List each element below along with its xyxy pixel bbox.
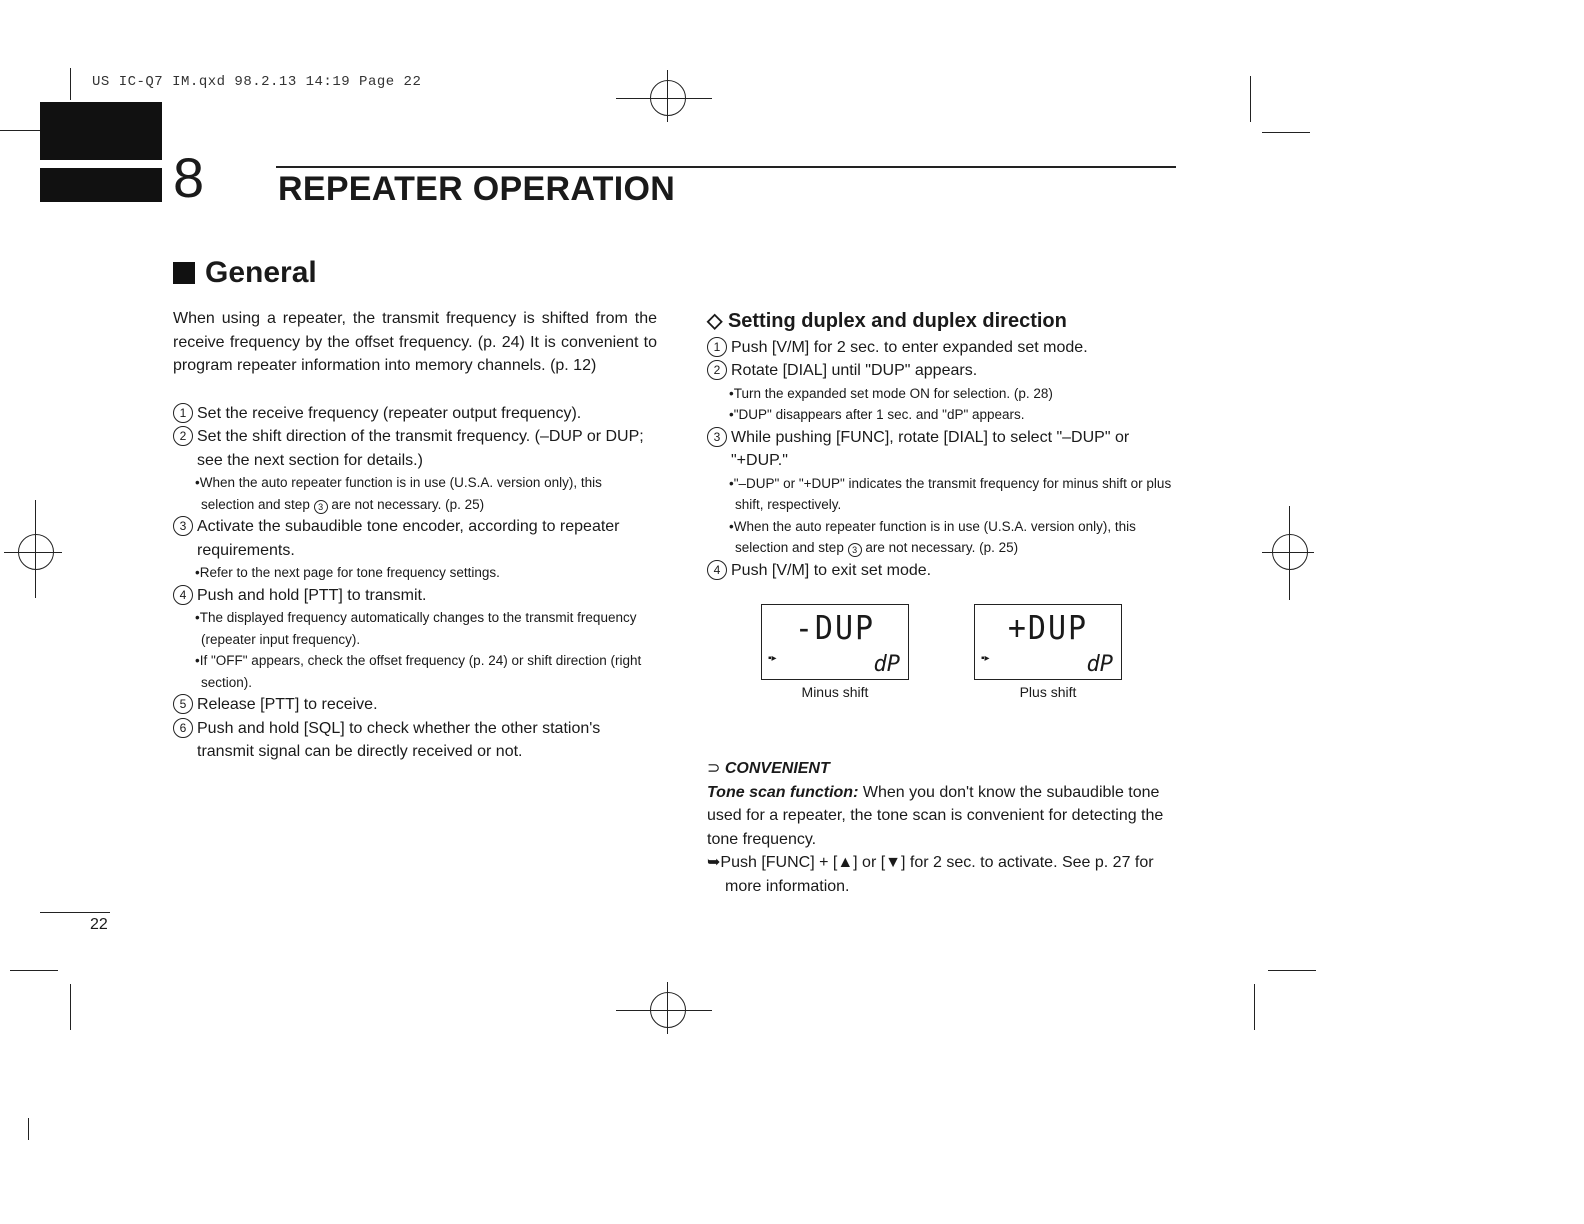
step-note	[173, 472, 657, 515]
section-title: General	[205, 256, 317, 289]
step-item	[707, 559, 1185, 583]
note-text: are not necessary. (p. 25)	[861, 540, 1019, 555]
step-note	[707, 404, 1185, 426]
registration-mark	[616, 1010, 712, 1011]
crop-mark	[10, 970, 58, 971]
step-number-icon: 6	[173, 718, 193, 738]
step-note	[173, 607, 657, 650]
figure-caption: Minus shift	[801, 684, 869, 700]
step-item	[173, 693, 657, 717]
step-ref-icon: 3	[848, 543, 862, 557]
step-list	[707, 336, 1185, 583]
step-item	[173, 515, 657, 562]
step-number-icon: 4	[173, 585, 193, 605]
note-text: •"DUP" disappears after 1 sec. and "dP" appears.	[729, 407, 1025, 422]
convenient-action: ➥Push [FUNC] + [▲] or [▼] for 2 sec. to activate. See p. 27 for more information.	[707, 854, 1154, 895]
step-text: While pushing [FUNC], rotate [DIAL] to select "–DUP" or "+DUP."	[731, 428, 1130, 469]
convenient-text: When you don't know the subaudible tone used for a repeater, the tone scan is convenient for detecting the tone frequency.	[707, 783, 1164, 848]
lcd-figure-plus	[973, 604, 1123, 700]
convenient-label: CONVENIENT	[724, 760, 830, 777]
step-text: Release [PTT] to receive.	[197, 696, 378, 713]
convenient-body	[707, 781, 1185, 852]
lcd-main-text: +DUP	[1007, 609, 1089, 648]
convenient-lead: Tone scan function:	[707, 783, 859, 801]
step-list	[173, 402, 657, 764]
lcd-figure-minus	[760, 604, 910, 700]
step-number-icon: 3	[173, 516, 193, 536]
step-note	[707, 383, 1185, 405]
chapter-title: REPEATER OPERATION	[278, 170, 676, 208]
lcd-indicator-icon: ▪▸	[981, 653, 990, 664]
lcd-small-text: dP	[873, 652, 900, 677]
step-number-icon: 2	[173, 426, 193, 446]
step-item	[173, 584, 657, 608]
step-text: Rotate [DIAL] until "DUP" appears.	[731, 362, 978, 379]
registration-mark	[616, 98, 712, 99]
lcd-main-text: -DUP	[794, 609, 876, 648]
step-number-icon: 1	[173, 403, 193, 423]
chapter-number: 8	[173, 146, 205, 209]
square-bullet-icon	[173, 262, 195, 284]
step-item	[173, 425, 657, 472]
registration-mark	[667, 70, 668, 122]
step-item	[707, 359, 1185, 383]
chapter-rule	[276, 166, 1176, 168]
step-item	[173, 717, 657, 764]
step-text: Push [V/M] for 2 sec. to enter expanded set mode.	[731, 338, 1088, 356]
page-number-rule	[40, 912, 110, 913]
step-ref-icon: 3	[314, 500, 328, 514]
note-text: •Turn the expanded set mode ON for selection. (p. 28)	[729, 385, 1053, 401]
step-note	[173, 562, 657, 584]
convenient-icon: ⊃	[707, 760, 725, 777]
section-heading	[173, 256, 317, 290]
note-text: are not necessary. (p. 25)	[327, 496, 485, 512]
note-text: •The displayed frequency automatically changes to the transmit frequency (repeater input frequency).	[195, 610, 637, 647]
convenient-label-row	[707, 757, 1185, 781]
subsection-heading: ◇ Setting duplex and duplex direction	[707, 310, 1067, 332]
step-text: Set the shift direction of the transmit frequency. (–DUP or DUP; see the next section for details.)	[197, 428, 644, 469]
crop-mark	[1250, 76, 1251, 122]
step-number-icon: 5	[173, 694, 193, 714]
step-note	[173, 650, 657, 693]
registration-mark	[35, 500, 36, 598]
crop-mark	[1254, 984, 1255, 1030]
crop-mark	[70, 984, 71, 1030]
registration-mark	[4, 552, 62, 553]
step-item	[707, 426, 1185, 473]
crop-mark	[70, 68, 71, 100]
crop-mark	[1262, 132, 1310, 133]
step-number-icon: 3	[707, 427, 727, 447]
step-text: Activate the subaudible tone encoder, according to repeater requirements.	[197, 518, 620, 559]
registration-mark	[1289, 506, 1290, 600]
figure-caption: Plus shift	[1019, 684, 1077, 700]
step-item	[707, 336, 1185, 360]
step-note	[707, 516, 1185, 559]
convenient-note	[707, 757, 1185, 898]
note-text: •Refer to the next page for tone frequency settings.	[195, 565, 500, 580]
step-text: Push [V/M] to exit set mode.	[731, 561, 932, 579]
step-text: Set the receive frequency (repeater output frequency).	[197, 404, 582, 422]
note-text: •If "OFF" appears, check the offset frequency (p. 24) or shift direction (right section).	[195, 653, 642, 690]
step-note	[707, 473, 1185, 516]
note-text: •When the auto repeater function is in use (U.S.A. version only), this selection and step	[729, 518, 1136, 555]
chapter-tab	[40, 168, 162, 202]
step-text: Push and hold [SQL] to check whether the other station's transmit signal can be directly received or not.	[197, 719, 601, 760]
left-column	[173, 307, 657, 764]
lcd-display	[761, 604, 909, 680]
step-number-icon: 1	[707, 337, 727, 357]
step-number-icon: 2	[707, 360, 727, 380]
crop-mark	[28, 1118, 29, 1140]
lcd-display	[974, 604, 1122, 680]
step-text: Push and hold [PTT] to transmit.	[197, 586, 427, 604]
registration-mark	[1262, 552, 1314, 553]
lcd-small-text: dP	[1086, 652, 1113, 677]
right-column	[707, 310, 1185, 582]
note-text: •"–DUP" or "+DUP" indicates the transmit frequency for minus shift or plus shift, respectively.	[729, 475, 1172, 512]
step-number-icon: 4	[707, 560, 727, 580]
file-slug: US IC-Q7 IM.qxd 98.2.13 14:19 Page 22	[92, 74, 422, 90]
intro-paragraph: When using a repeater, the transmit frequency is shifted from the receive frequency by the offset frequency. (p. 24) It is convenient to program repeater information into memory channels. (p. 12)	[173, 310, 657, 374]
crop-mark	[1268, 970, 1316, 971]
lcd-indicator-icon: ▪▸	[768, 653, 777, 664]
chapter-tab	[40, 102, 162, 160]
crop-mark	[0, 130, 40, 131]
page-number: 22	[90, 916, 108, 933]
step-item	[173, 402, 657, 426]
note-text: •When the auto repeater function is in use (U.S.A. version only), this selection and step	[195, 475, 602, 512]
registration-mark	[667, 982, 668, 1034]
